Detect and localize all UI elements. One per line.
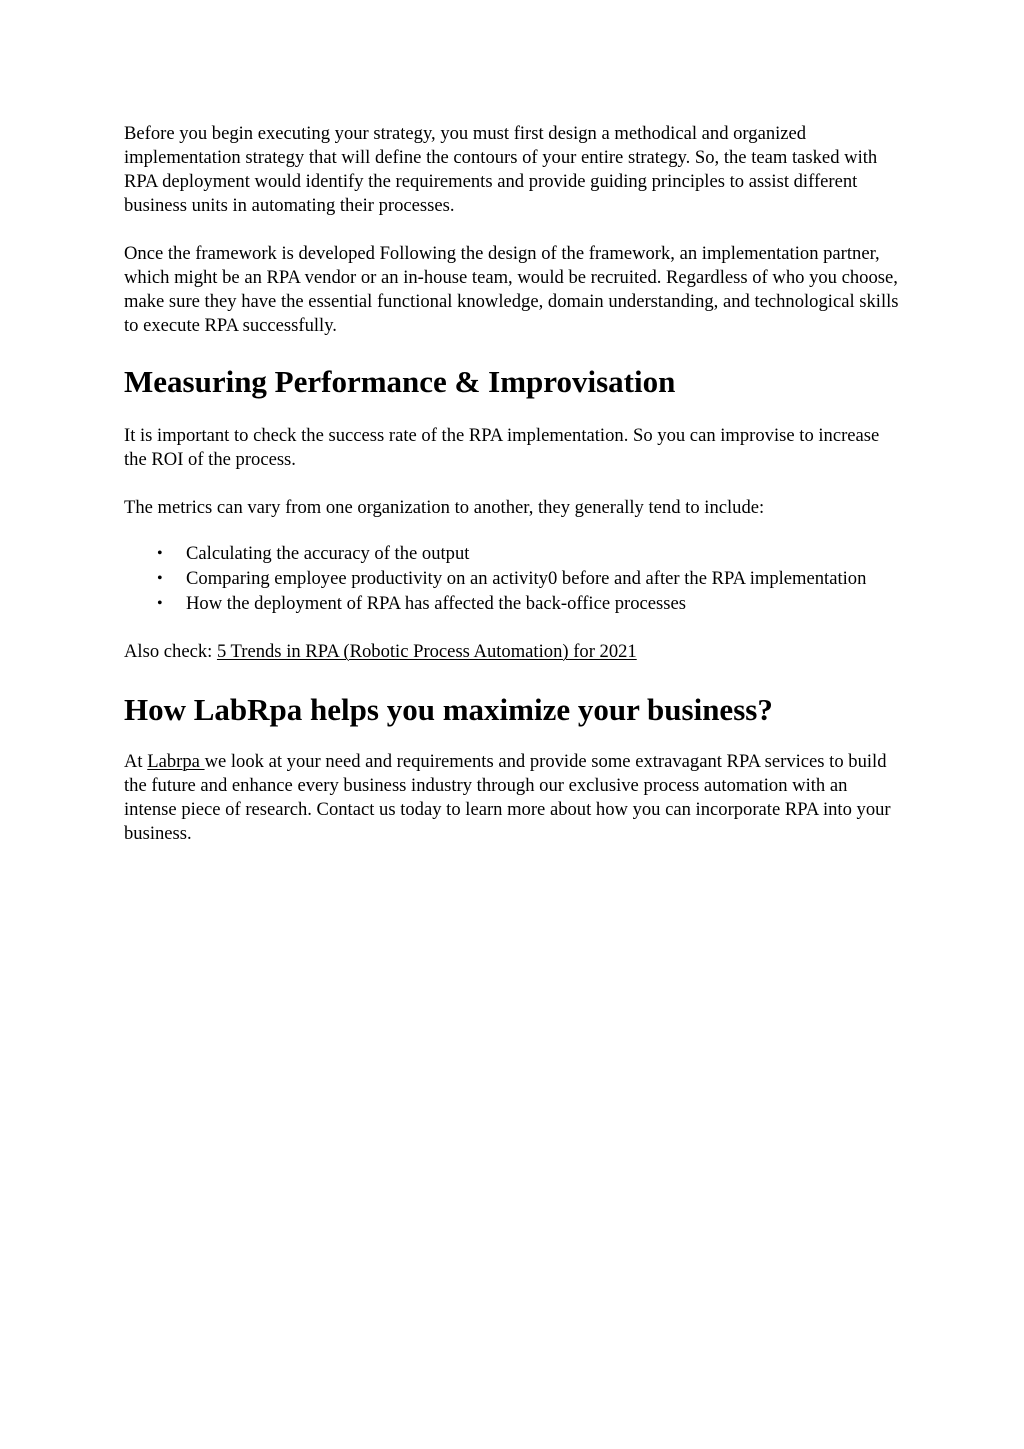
list-item-text: Calculating the accuracy of the output [186, 543, 470, 564]
paragraph-labrpa [124, 750, 904, 846]
intro-paragraph-strategy: Before you begin executing your strategy, you must first design a methodical and organized implementation strategy that will define the contours of your entire strategy. So, the team tasked with RPA deployment would identify the requirements and provide guiding principles to assist different business units in automating their processes. [124, 123, 878, 216]
labrpa-prefix: At [124, 751, 148, 772]
intro-paragraph-framework: Once the framework is developed Following the design of the framework, an implementation partner, which might be an RPA vendor or an in-house team, would be recruited. Regardless of who you choose, make sure they have the essential functional knowledge, domain understanding, and technological skills to execute RPA successfully. [124, 243, 899, 336]
bullet-icon: • [157, 570, 163, 587]
rpa-trends-link[interactable]: 5 Trends in RPA (Robotic Process Automation) for 2021 [216, 641, 637, 662]
also-check-line [124, 640, 904, 664]
heading-labrpa: How LabRpa helps you maximize your business? [124, 692, 773, 727]
list-item-text: How the deployment of RPA has affected the back-office processes [186, 593, 686, 614]
metrics-list [124, 542, 904, 616]
labrpa-link[interactable]: Labrpa [147, 751, 205, 772]
list-item [124, 567, 904, 591]
paragraph-metrics: The metrics can vary from one organization to another, they generally tend to include: [124, 497, 765, 518]
list-item [124, 542, 904, 566]
heading-measuring-performance: Measuring Performance & Improvisation [124, 364, 676, 399]
document-page [124, 122, 904, 846]
labrpa-body: we look at your need and requirements and provide some extravagant RPA services to build the future and enhance every business industry through our exclusive process automation with an intense piece of research. Contact us today to learn more about how you can incorporate RPA into your business. [124, 751, 891, 844]
bullet-icon: • [157, 595, 163, 612]
bullet-icon: • [157, 545, 163, 562]
list-item [124, 592, 904, 616]
paragraph-success-rate: It is important to check the success rate of the RPA implementation. So you can improvise to increase the ROI of the process. [124, 425, 880, 470]
also-check-prefix: Also check: [124, 641, 217, 662]
list-item-text: Comparing employee productivity on an activity0 before and after the RPA implementation [186, 568, 867, 589]
